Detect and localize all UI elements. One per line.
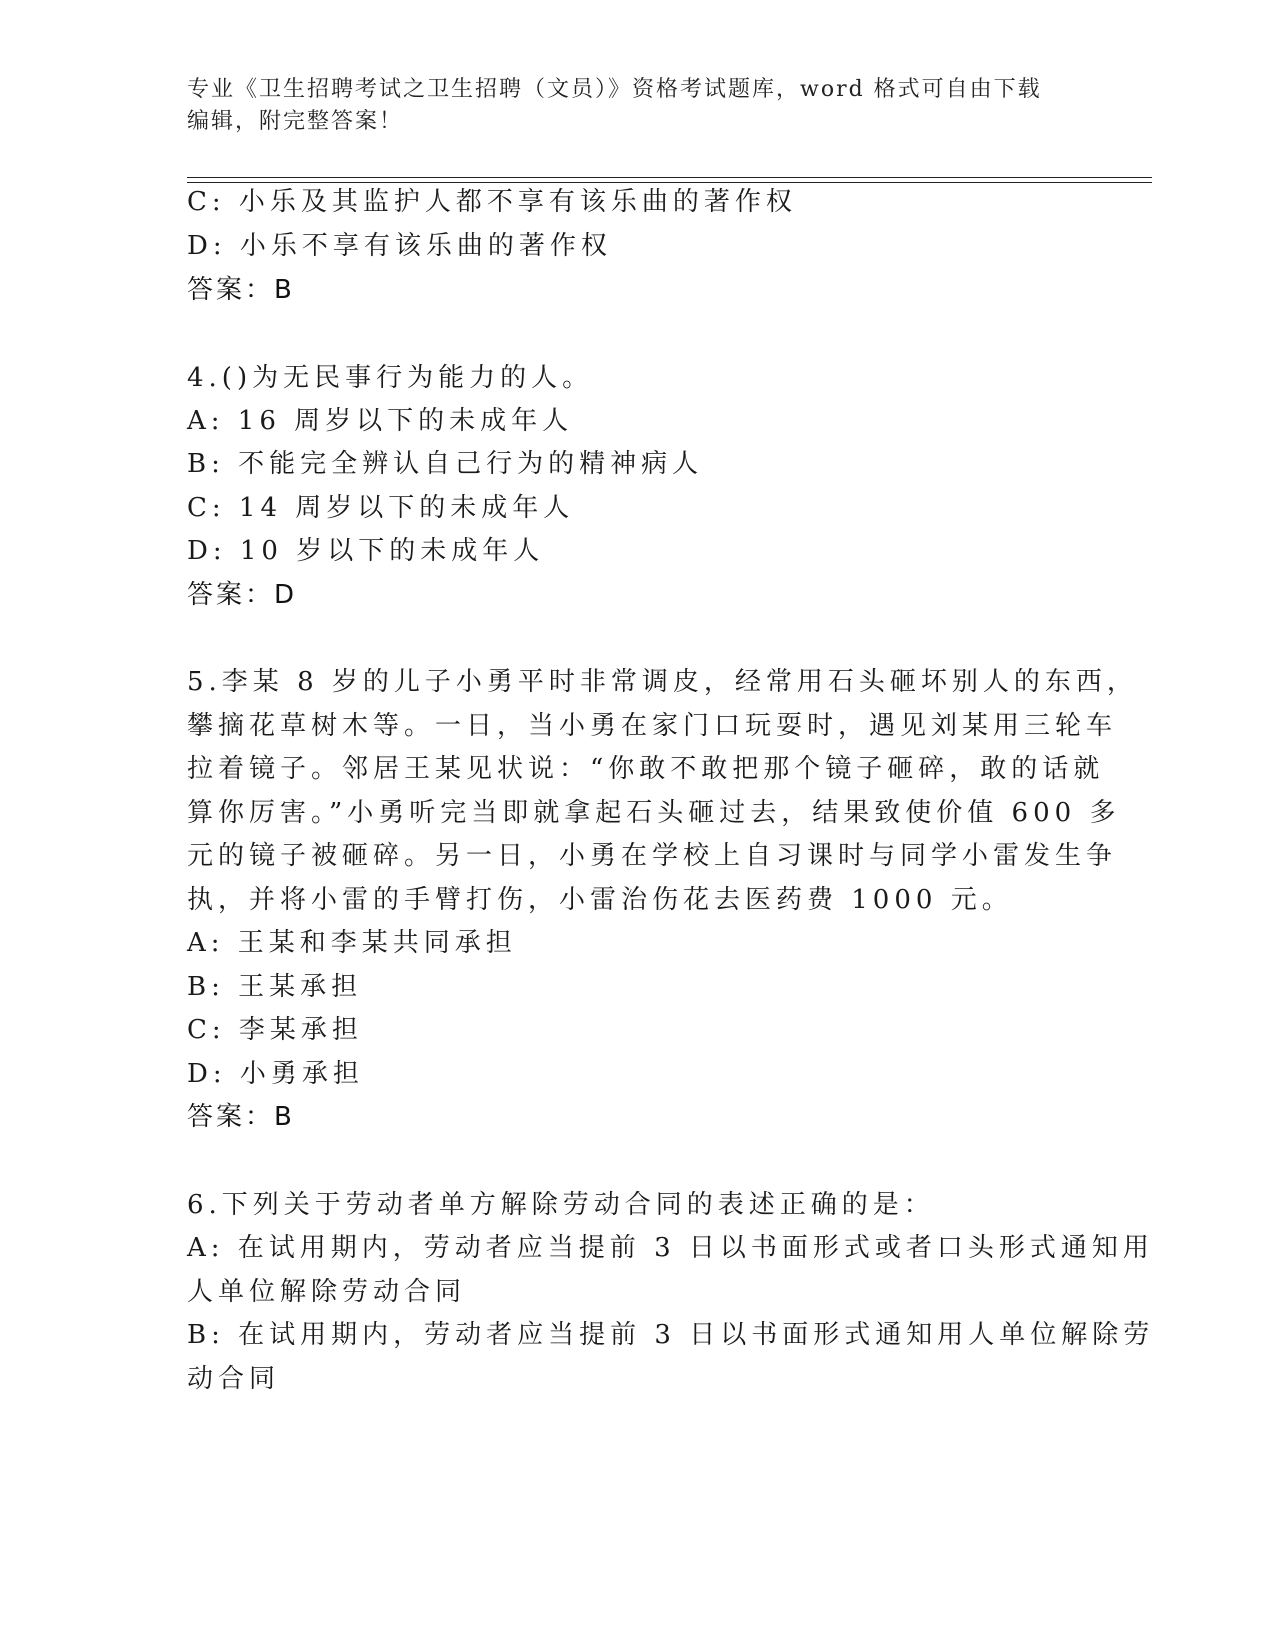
q4-option-b: B: 不能完全辨认自己行为的精神病人	[187, 449, 704, 479]
q5-stem-line-2: 攀摘花草树木等。一日，当小勇在家门口玩耍时，遇见刘某用三轮车	[187, 711, 1118, 741]
header-rule-top	[187, 177, 1152, 178]
q4-option-d: D: 10 岁以下的未成年人	[187, 536, 545, 566]
q3-answer: 答案：B	[187, 275, 295, 305]
page-header	[187, 74, 1077, 138]
q5-stem-line-4: 算你厉害。”小勇听完当即就拿起石头砸过去，结果致使价值 600 多	[187, 798, 1121, 828]
q6-option-a-line-1: A: 在试用期内，劳动者应当提前 3 日以书面形式或者口头形式通知用	[187, 1233, 1154, 1263]
q6-option-b-line-1: B: 在试用期内，劳动者应当提前 3 日以书面形式通知用人单位解除劳	[187, 1320, 1155, 1350]
q5-stem-line-1: 5.李某 8 岁的儿子小勇平时非常调皮，经常用石头砸坏别人的东西，	[187, 667, 1138, 697]
q6-option-a-line-2: 人单位解除劳动合同	[187, 1277, 467, 1307]
q5-stem-line-3: 拉着镜子。邻居王某见状说：“你敢不敢把那个镜子砸碎，敢的话就	[187, 754, 1105, 784]
q4-option-c: C: 14 周岁以下的未成年人	[187, 493, 575, 523]
q5-option-c: C: 李某承担	[187, 1015, 363, 1045]
q5-option-a: A: 王某和李某共同承担	[187, 928, 517, 958]
header-line-2: 编辑，附完整答案！	[187, 109, 404, 134]
q3-option-d: D: 小乐不享有该乐曲的著作权	[187, 231, 612, 261]
q6-option-b-line-2: 动合同	[187, 1364, 281, 1394]
q4-stem: 4.()为无民事行为能力的人。	[187, 363, 594, 393]
q5-option-b: B: 王某承担	[187, 972, 363, 1002]
q3-option-c: C: 小乐及其监护人都不享有该乐曲的著作权	[187, 187, 797, 217]
q5-stem-line-6: 执，并将小雷的手臂打伤，小雷治伤花去医药费 1000 元。	[187, 885, 1013, 915]
q4-answer: 答案：D	[187, 580, 298, 610]
q5-answer: 答案：B	[187, 1102, 295, 1132]
q4-option-a: A: 16 周岁以下的未成年人	[187, 406, 574, 436]
q5-option-d: D: 小勇承担	[187, 1059, 364, 1089]
q5-stem-line-5: 元的镜子被砸碎。另一日，小勇在学校上自习课时与同学小雷发生争	[187, 841, 1118, 871]
q6-stem: 6.下列关于劳动者单方解除劳动合同的表述正确的是：	[187, 1190, 935, 1220]
header-line-1: 专业《卫生招聘考试之卫生招聘（文员）》资格考试题库，word 格式可自由下载	[187, 77, 1042, 102]
